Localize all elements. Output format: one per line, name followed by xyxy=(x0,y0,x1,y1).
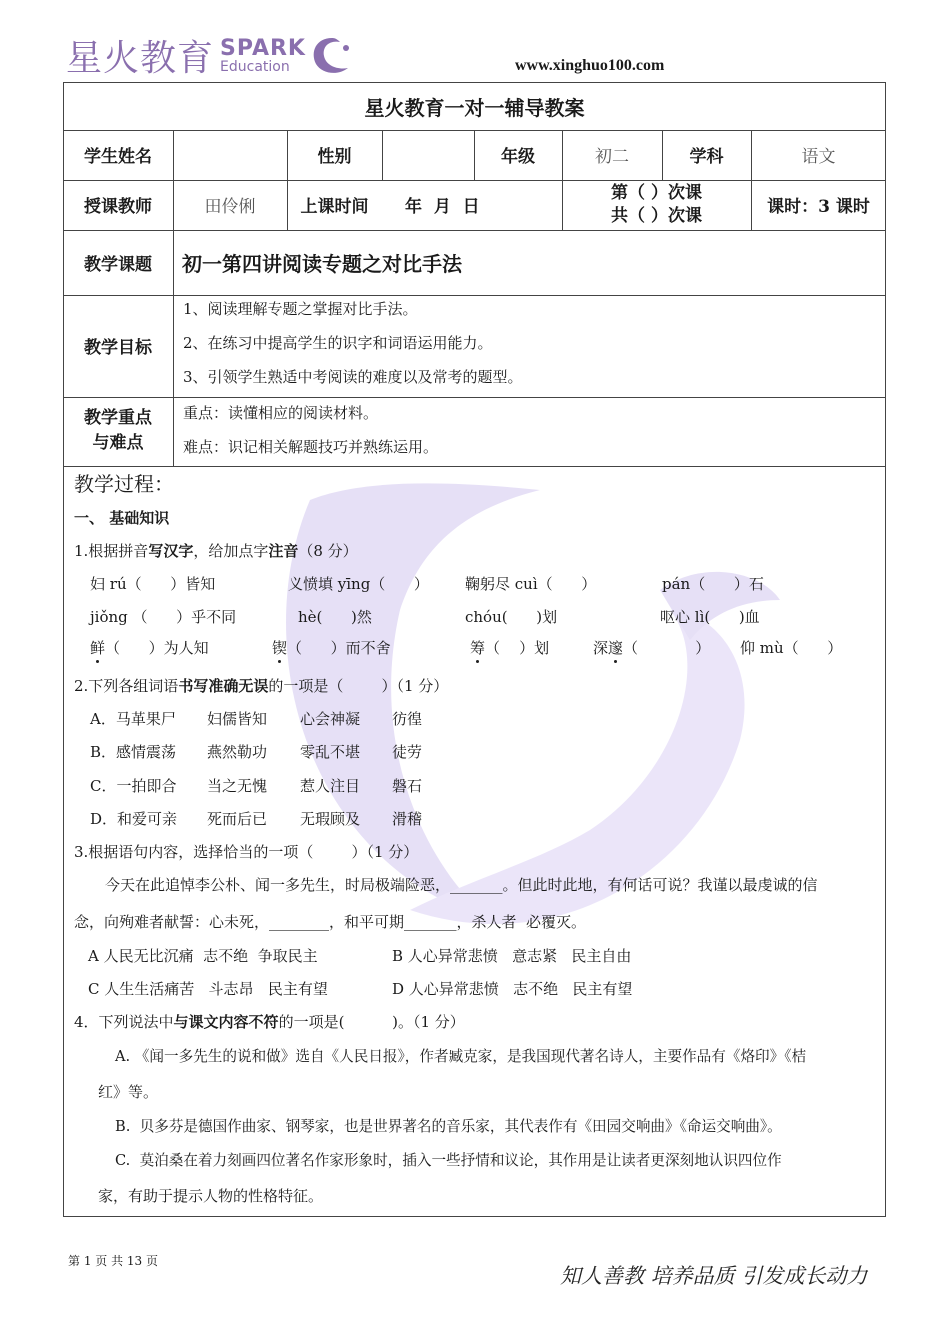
question-4-option-a-line2: 红》等。 xyxy=(98,1083,159,1101)
question-3-option-d: D 人心异常悲愤 志不绝 民主有望 xyxy=(392,980,633,998)
option-c-word-3: 惹人注目 xyxy=(300,777,361,795)
pinyin-item: 义愤填 yīng（ ） xyxy=(288,575,429,593)
option-d-word-2: 死而后已 xyxy=(207,810,268,828)
grade-label: 年级 xyxy=(501,147,535,167)
website-url[interactable]: www.xinghuo100.com xyxy=(515,57,665,74)
key-points-label-line2: 与难点 xyxy=(92,433,144,453)
class-time-label: 上课时间 xyxy=(300,197,369,217)
question-2: 2.下列各组词语书写准确无误的一项是（ ）（1 分） xyxy=(74,677,449,695)
goals-label: 教学目标 xyxy=(84,338,152,358)
dotted-char-item: 深邃（ ） xyxy=(593,639,711,657)
question-3-passage-line2: 念，向殉难者献誓：心未死，________，和平可期_______，杀人者 必覆灭。 xyxy=(74,913,587,931)
key-points-label xyxy=(64,397,172,465)
goal-item: 3、引领学生熟适中考阅读的难度以及常考的题型。 xyxy=(183,368,523,386)
option-b-word-2: 燕然勒功 xyxy=(207,743,268,761)
gender-label: 性别 xyxy=(317,147,352,167)
subject-value: 语文 xyxy=(801,147,836,167)
question-3: 3.根据语句内容，选择恰当的一项（ ）（1 分） xyxy=(74,843,419,861)
student-name-label: 学生姓名 xyxy=(84,147,152,167)
option-d-word-1: D．和爱可亲 xyxy=(90,810,178,828)
lesson-count-current: 第（ ）次课 xyxy=(611,182,702,203)
option-c-word-2: 当之无愧 xyxy=(207,777,268,795)
pinyin-item: jiǒng （ ）乎不同 xyxy=(90,608,237,626)
option-a-word-3: 心会神凝 xyxy=(300,710,361,728)
dotted-char-item: 筹（ ）划 xyxy=(470,639,550,657)
option-b-word-4: 徒劳 xyxy=(392,743,423,761)
teacher-label: 授课教师 xyxy=(84,197,152,217)
process-heading: 教学过程： xyxy=(74,472,174,496)
spark-swirl-icon xyxy=(306,34,358,78)
option-a-word-2: 妇儒皆知 xyxy=(207,710,268,728)
grade-value: 初二 xyxy=(595,147,629,167)
brand-logo xyxy=(66,30,358,81)
goal-item: 2、在练习中提高学生的识字和词语运用能力。 xyxy=(183,334,493,352)
pinyin-item: 呕心 lì( )血 xyxy=(660,608,760,626)
pinyin-item: 鞠躬尽 cuì（ ） xyxy=(465,575,597,593)
gender-value xyxy=(383,130,473,179)
logo-education-text: Education xyxy=(220,58,290,75)
option-a-word-1: A．马革果尸 xyxy=(90,710,176,728)
option-c-word-4: 磐石 xyxy=(392,777,423,795)
class-time-value: 年 月 日 xyxy=(405,197,480,217)
logo-spark-text: SPARK xyxy=(220,35,306,61)
logo-chinese-text: 星火教育 xyxy=(66,38,215,79)
key-point-item: 难点：识记相关解题技巧并熟练运用。 xyxy=(183,438,439,456)
topic-value: 初一第四讲阅读专题之对比手法 xyxy=(182,251,462,276)
question-1: 1.根据拼音写汉字，给加点字注音（8 分） xyxy=(74,542,358,560)
pinyin-item: chóu( )划 xyxy=(465,608,558,626)
option-d-word-3: 无瑕顾及 xyxy=(300,810,361,828)
logo-english-text xyxy=(220,35,306,75)
teacher-value: 田伶俐 xyxy=(204,197,256,217)
pinyin-item: hè( )然 xyxy=(298,608,372,626)
option-b-word-1: B．感情震荡 xyxy=(90,743,177,761)
class-hours: 课时：3 课时 xyxy=(767,197,870,217)
option-c-word-1: C．一拍即合 xyxy=(90,777,177,795)
option-a-word-4: 彷徨 xyxy=(392,710,423,728)
key-point-item: 重点：读懂相应的阅读材料。 xyxy=(183,404,379,422)
question-4-option-c-line1: C. 莫泊桑在着力刻画四位著名作家形象时，插入一些抒情和议论，其作用是让读者更深刻地认识四位作 xyxy=(115,1152,782,1169)
section-basic-knowledge: 一、 基础知识 xyxy=(74,509,170,527)
question-4-option-c-line2: 家，有助于提示人物的性格特征。 xyxy=(98,1187,324,1205)
footer-slogan: 知人善教 培养品质 引发成长动力 xyxy=(560,1264,868,1288)
pinyin-item: pán（ ）石 xyxy=(662,575,764,593)
key-points-label-line1: 教学重点 xyxy=(84,408,152,429)
pinyin-item: 妇 rú（ ）皆知 xyxy=(90,575,216,593)
question-4: 4．下列说法中与课文内容不符的一项是( )。（1 分） xyxy=(74,1013,465,1031)
dotted-char-item: 锲（ ）而不舍 xyxy=(272,639,391,657)
goal-item: 1、阅读理解专题之掌握对比手法。 xyxy=(183,300,418,318)
question-4-option-a-line1: A. 《闻一多先生的说和做》选自《人民日报》，作者臧克家，是我国现代著名诗人，主要作品有《烙印》《桔 xyxy=(115,1048,807,1065)
page-number: 第 1 页 共 13 页 xyxy=(68,1254,158,1268)
subject-label: 学科 xyxy=(689,147,724,167)
option-d-word-4: 滑稽 xyxy=(392,810,423,828)
table-title: 星火教育一对一辅导教案 xyxy=(364,95,585,120)
dotted-char-item: 鲜（ ）为人知 xyxy=(90,639,209,657)
question-3-option-a: A 人民无比沉痛 志不绝 争取民主 xyxy=(88,947,318,965)
question-3-option-b: B 人心异常悲愤 意志紧 民主自由 xyxy=(392,947,632,965)
student-name-value xyxy=(174,130,286,179)
question-4-option-b: B. 贝多芬是德国作曲家、钢琴家，也是世界著名的音乐家，其代表作有《田园交响曲》《命运交响曲》。 xyxy=(115,1118,782,1135)
topic-label: 教学课题 xyxy=(84,254,152,275)
option-b-word-3: 零乱不堪 xyxy=(300,743,361,761)
pinyin-item: 仰 mù（ ） xyxy=(740,639,843,657)
question-3-option-c: C 人生生活痛苦 斗志昂 民主有望 xyxy=(88,980,328,998)
question-3-passage-line1: 今天在此追悼李公朴、闻一多先生，时局极端险恶，_______。但此时此地，有何话可说？我谨以最虔诚的信 xyxy=(105,876,818,894)
lesson-count-total: 共（ ）次课 xyxy=(611,205,702,226)
lesson-count xyxy=(563,180,750,229)
